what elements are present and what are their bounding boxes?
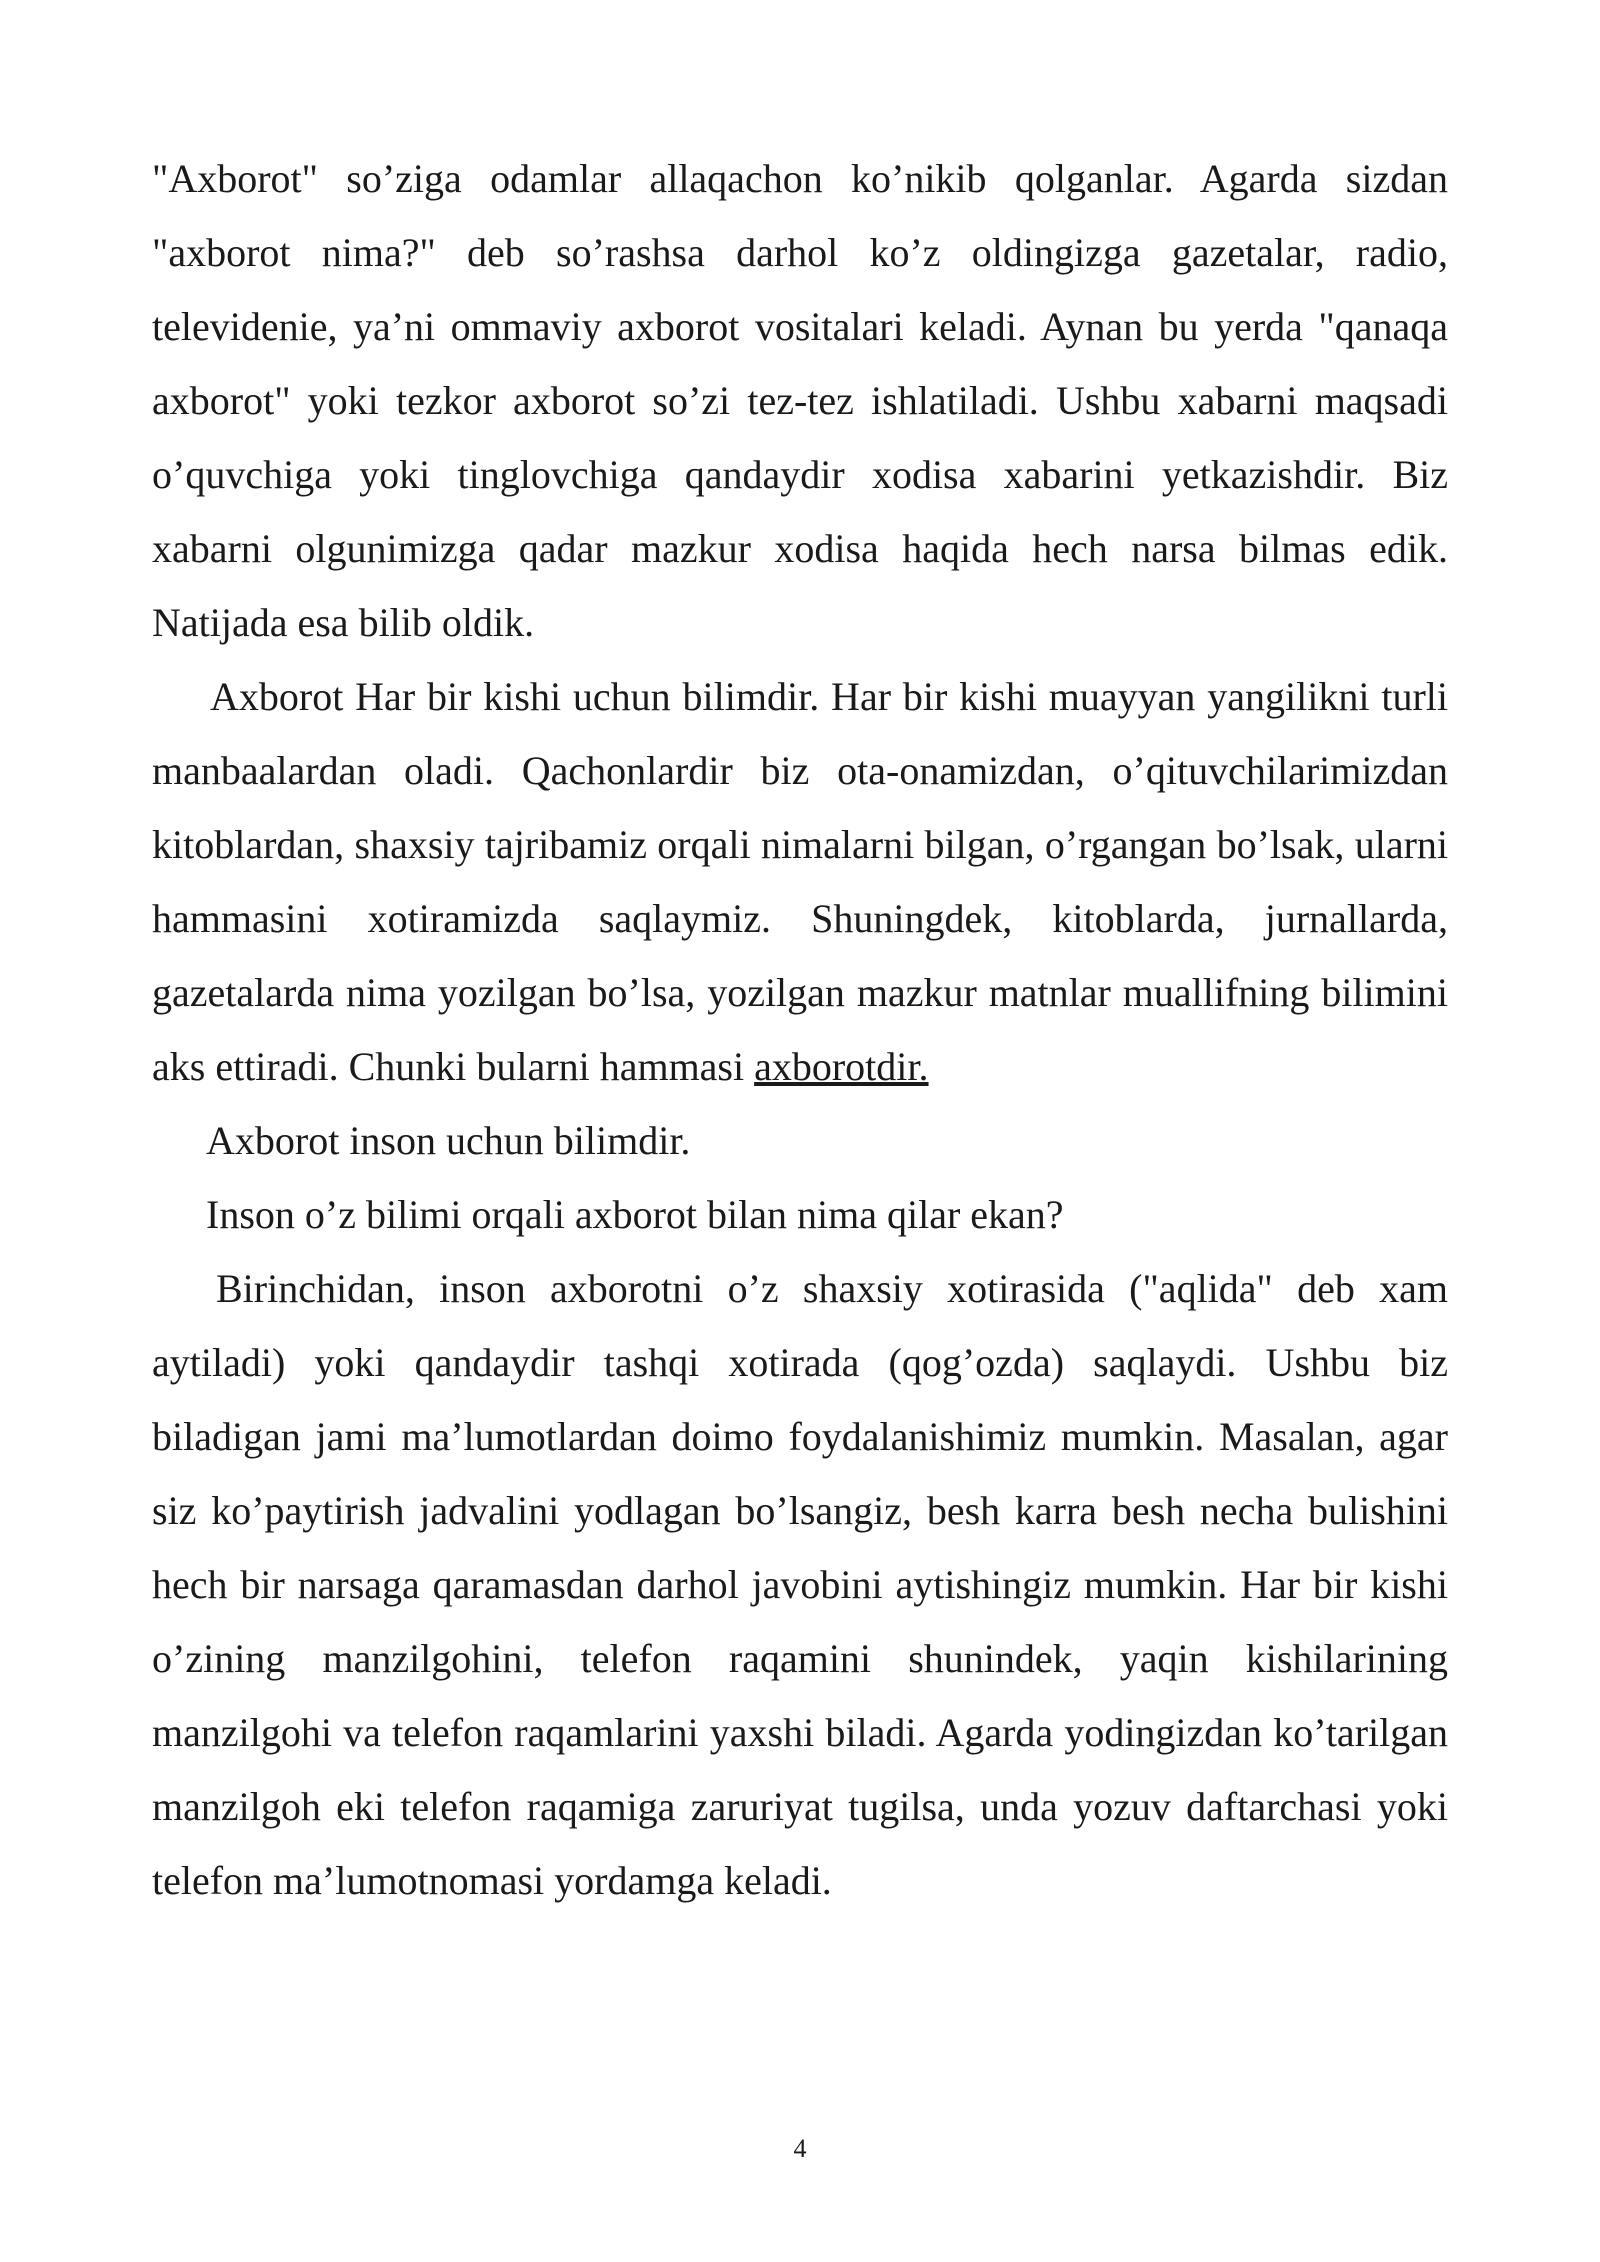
paragraph-2-text: Axborot Har bir kishi uchun bilimdir. Har bir kishi muayyan yangilikni turli manbaalardan oladi. Qachonlardir biz ota-onamizdan, o’qituvchilarimizdan kitoblardan, shaxsiy tajribamiz orqali nimalarni bilgan, o’rgangan bo’lsak, ularni hammasini xotiramizda saqlaymiz. Shuningdek, kitoblarda, jurnallarda, gazetalarda nima yozilgan bo’lsa, yozilgan mazkur matnlar muallifning bilimini aks ettiradi. Chunki bularni hammasi <box>152 674 1448 1089</box>
paragraph-3: Axborot inson uchun bilimdir. <box>206 1118 691 1163</box>
body-text <box>152 142 1448 1918</box>
underlined-word: axborotdir. <box>754 1044 929 1089</box>
paragraph-2 <box>152 660 1448 1104</box>
paragraph-5: Birinchidan, inson axborotni o’z shaxsiy xotirasida ("aqlida" deb xam aytiladi) yoki qandaydir tashqi xotirada (qog’ozda) saqlaydi. Ushbu biz biladigan jami ma’lumotlardan doimo foydalanishimiz mumkin. Masalan, agar siz ko’paytirish jadvalini yodlagan bo’lsangiz, besh karra besh necha bulishini hech bir narsaga qaramasdan darhol javobini aytishingiz mumkin. Har bir kishi o’zining manzilgohini, telefon raqamini shunindek, yaqin kishilarining manzilgohi va telefon raqamlarini yaxshi biladi. Agarda yodingizdan ko’tarilgan manzilgoh eki telefon raqamiga zaruriyat tugilsa, unda yozuv daftarchasi yoki telefon ma’lumotnomasi yordamga keladi. <box>152 1266 1448 1903</box>
paragraph-1: "Axborot" so’ziga odamlar allaqachon ko’nikib qolganlar. Agarda sizdan "axborot nima?" deb so’rashsa darhol ko’z oldingizga gazetalar, radio, televidenie, ya’ni ommaviy axborot vositalari keladi. Aynan bu yerda "qanaqa axborot" yoki tezkor axborot so’zi tez-tez ishlatiladi. Ushbu xabarni maqsadi o’quvchiga yoki tinglovchiga qandaydir xodisa xabarini yetkazishdir. Biz xabarni olgunimizga qadar mazkur xodisa haqida hech narsa bilmas edik. Natijada esa bilib oldik. <box>152 156 1448 645</box>
paragraph-4: Inson o’z bilimi orqali axborot bilan nima qilar ekan? <box>206 1192 1064 1237</box>
page-number: 4 <box>793 2134 807 2163</box>
